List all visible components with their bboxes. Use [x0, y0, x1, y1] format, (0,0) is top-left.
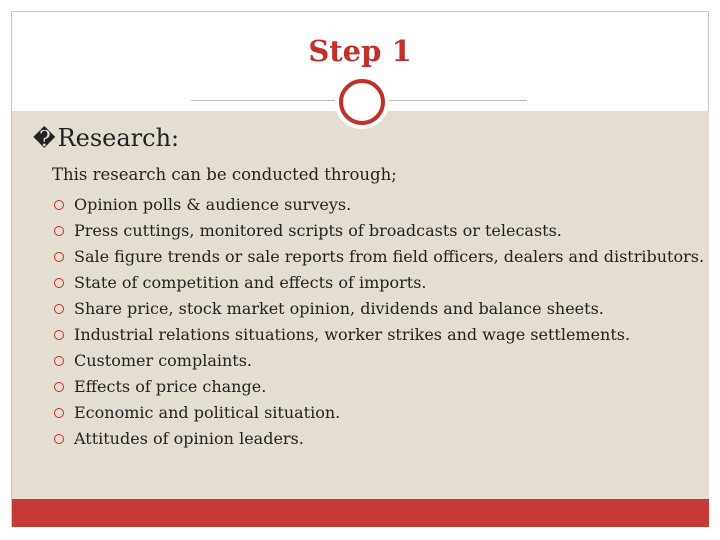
bullet-icon — [54, 200, 64, 210]
heading-text: Research: — [57, 124, 180, 152]
slide-title: Step 1 — [308, 34, 412, 68]
bullet-icon — [54, 434, 64, 444]
circle-ornament-icon — [339, 79, 385, 125]
bullet-icon — [54, 330, 64, 340]
bullet-icon — [54, 226, 64, 236]
heading-mark: � — [33, 127, 56, 152]
bullet-list — [52, 192, 704, 452]
bullet-icon — [54, 304, 64, 314]
list-item: Opinion polls & audience surveys. — [52, 192, 704, 218]
bullet-icon — [54, 252, 64, 262]
intro-text: This research can be conducted through; — [52, 165, 397, 184]
bullet-icon — [54, 382, 64, 392]
list-item: Economic and political situation. — [52, 400, 704, 426]
section-heading — [33, 124, 179, 152]
footer-bar — [12, 499, 709, 527]
list-item: Industrial relations situations, worker strikes and wage settlements. — [52, 322, 704, 348]
list-item: Effects of price change. — [52, 374, 704, 400]
bullet-icon — [54, 356, 64, 366]
bullet-icon — [54, 408, 64, 418]
list-item: Share price, stock market opinion, dividends and balance sheets. — [52, 296, 704, 322]
bullet-icon — [54, 278, 64, 288]
list-item: Sale figure trends or sale reports from field officers, dealers and distributors. — [52, 244, 704, 270]
list-item: State of competition and effects of imports. — [52, 270, 704, 296]
list-item: Customer complaints. — [52, 348, 704, 374]
list-item: Press cuttings, monitored scripts of broadcasts or telecasts. — [52, 218, 704, 244]
list-item: Attitudes of opinion leaders. — [52, 426, 704, 452]
